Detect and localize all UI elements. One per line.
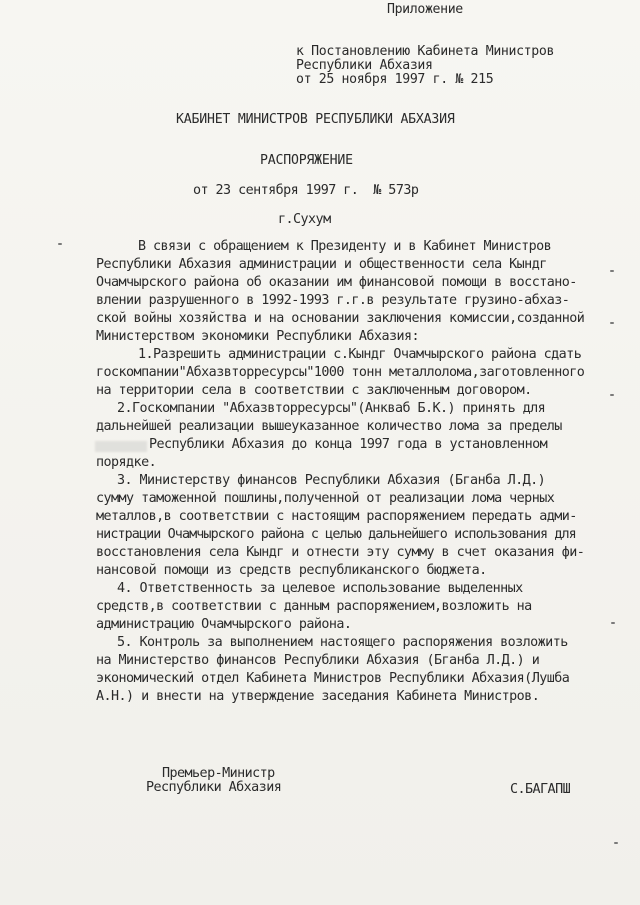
signature-title-line-2: Республики Абхазия bbox=[146, 780, 282, 795]
body-line-7: 1.Разрешить администрации с.Кындг Очамчырского района сдать bbox=[138, 347, 582, 362]
document-date-number: от 23 сентября 1997 г. № 573р bbox=[193, 183, 419, 198]
scan-mark bbox=[610, 270, 614, 272]
appendix-line-1: Приложение bbox=[387, 2, 463, 17]
body-line-23: 5. Контроль за выполнением настоящего распоряжения возложить bbox=[117, 635, 568, 650]
body-line-26: А.Н.) и внести на утверждение заседания Кабинета Министров. bbox=[96, 689, 540, 704]
body-line-3: Очамчырского района об оказании им финансовой помощи в восстано- bbox=[96, 275, 577, 290]
document-authority: КАБИНЕТ МИНИСТРОВ РЕСПУБЛИКИ АБХАЗИЯ bbox=[176, 112, 455, 127]
appendix-line-2: к Постановлению Кабинета Министров bbox=[296, 44, 555, 59]
scan-mark bbox=[58, 243, 62, 245]
appendix-line-3: Республики Абхазия bbox=[296, 58, 433, 73]
body-line-2: Республики Абхазия администрации и общественности села Кындг bbox=[96, 257, 547, 272]
body-line-25: экономический отдел Кабинета Министров Республики Абхазия(Лушба bbox=[96, 671, 570, 686]
signature-title-line-1: Премьер-Министр bbox=[162, 766, 275, 781]
scan-mark bbox=[614, 842, 618, 844]
signature-name: С.БАГАПШ bbox=[510, 782, 571, 797]
body-line-24: на Министерство финансов Республики Абхазия (Бганба Л.Д.) и bbox=[96, 653, 540, 668]
body-line-1: В связи с обращением к Президенту и в Кабинет Министров bbox=[138, 239, 552, 254]
document-type: РАСПОРЯЖЕНИЕ bbox=[260, 153, 353, 168]
redaction-mark bbox=[95, 441, 147, 452]
appendix-line-4: от 25 ноября 1997 г. № 215 bbox=[296, 72, 494, 87]
body-line-4: влении разрушенного в 1992-1993 г.г.в результате грузино-абхаз- bbox=[96, 293, 570, 308]
body-line-20: 4. Ответственность за целевое использование выделенных bbox=[117, 581, 523, 596]
body-line-16: металлов,в соответствии с настоящим распоряжением передать адми- bbox=[96, 509, 577, 524]
scan-mark bbox=[610, 322, 614, 324]
body-line-22: администрацию Очамчырского района. bbox=[96, 617, 352, 632]
body-line-14: 3. Министерству финансов Республики Абхазия (Бганба Л.Д.) bbox=[117, 473, 546, 488]
body-line-9: на территории села в соответствии с заключенным договором. bbox=[96, 383, 532, 398]
body-line-18: восстановления села Кындг и отнести эту сумму в счет оказания фи- bbox=[96, 545, 585, 560]
body-line-21: средств,в соответствии с данным распоряжением,возложить на bbox=[96, 599, 532, 614]
body-line-17: нистрации Очамчырского района с целью дальнейшего использования для bbox=[96, 527, 576, 542]
body-line-5: ской войны хозяйства и на основании заключения комиссии,созданной bbox=[96, 311, 585, 326]
body-line-8: госкомпании"Абхазвторресурсы"1000 тонн металлолома,заготовленного bbox=[96, 365, 585, 380]
body-line-6: Министерством экономики Республики Абхазия: bbox=[96, 329, 420, 344]
scan-mark bbox=[610, 394, 614, 396]
body-line-10: 2.Госкомпании "Абхазвторресурсы"(Анкваб Б.К.) принять для bbox=[117, 401, 546, 416]
body-line-13: порядке. bbox=[96, 455, 157, 470]
body-line-12: Республики Абхазия до конца 1997 года в установленном bbox=[149, 437, 548, 452]
document-place: г.Сухум bbox=[278, 212, 331, 227]
scan-mark bbox=[611, 622, 615, 624]
body-line-19: нансовой помощи из средств республиканского бюджета. bbox=[96, 563, 487, 578]
body-line-11: дальнейшей реализации вышеуказанное количество лома за пределы bbox=[96, 419, 562, 434]
body-line-15: сумму таможенной пошлины,полученной от реализации лома черных bbox=[96, 491, 555, 506]
